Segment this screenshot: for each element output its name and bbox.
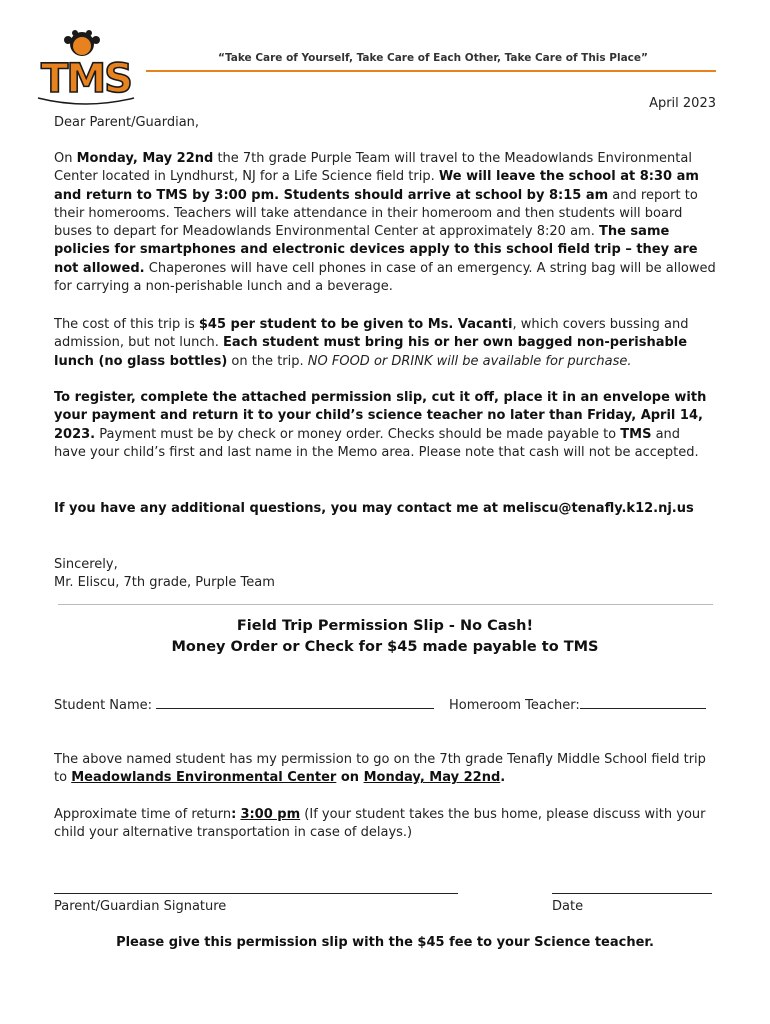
- homeroom-teacher-line[interactable]: [580, 696, 706, 709]
- letter-date: April 2023: [649, 96, 716, 111]
- closing-text: Sincerely,: [54, 557, 118, 572]
- registration-paragraph: To register, complete the attached permission slip, cut it off, place it in an envelope with your payment and return it to your child’s science teacher no later than Friday, April 14, 2023. Payment must be by check or money order. Checks should be made payable to TMS and have your child’s first and last name in the Memo area. Please note that cash will not be accepted.: [54, 390, 707, 460]
- trip-details-paragraph: On Monday, May 22nd the 7th grade Purple Team will travel to the Meadowlands Environmental Center located in Lyndhurst, NJ for a Life Science field trip. We will leave the school at 8:30 am and return to TMS by 3:00 pm. Students should arrive at school by 8:15 am and report to their homerooms. Teachers will take attendance in their homeroom and then students will board buses to depart for Meadowlands Environmental Center at approximately 8:20 am. The same policies for smartphones and electronic devices apply to this school field trip – they are not allowed. Chaperones will have cell phones in case of an emergency. A string bag will be allowed for carrying a non-perishable lunch and a beverage.: [54, 151, 716, 295]
- letter-greeting: Dear Parent/Guardian,: [54, 115, 200, 130]
- cost-paragraph: The cost of this trip is $45 per student to be given to Ms. Vacanti, which covers bussing and admission, but not lunch. Each student must bring his or her own bagged non-perishable lunch (no glass bottles) on the trip. NO FOOD or DRINK will be available for purchase.: [54, 317, 689, 369]
- date-line[interactable]: [552, 893, 712, 894]
- student-name-line[interactable]: [156, 696, 434, 709]
- parent-signature-line[interactable]: [54, 893, 458, 894]
- cut-line: [58, 604, 713, 605]
- student-name-label: Student Name:: [54, 698, 157, 713]
- parent-signature-label: Parent/Guardian Signature: [54, 899, 227, 914]
- final-instruction: Please give this permission slip with the $45 fee to your Science teacher.: [116, 935, 654, 950]
- signature-text: Mr. Eliscu, 7th grade, Purple Team: [54, 575, 275, 591]
- slip-subtitle: Money Order or Check for $45 made payable to TMS: [171, 639, 599, 655]
- contact-paragraph: If you have any additional questions, you may contact me at meliscu@tenafly.k12.nj.us: [54, 501, 694, 516]
- permission-statement: The above named student has my permission to go on the 7th grade Tenafly Middle School field trip to Meadowlands Environmental Center on Monday, May 22nd.: [54, 752, 706, 786]
- homeroom-teacher-label: Homeroom Teacher:: [449, 698, 580, 713]
- student-name-field: [54, 696, 434, 713]
- svg-text:TMS: TMS: [41, 56, 131, 102]
- slip-title: Field Trip Permission Slip - No Cash!: [236, 618, 534, 634]
- header-rule: [146, 70, 716, 72]
- homeroom-teacher-field: [449, 696, 706, 713]
- return-time-statement: Approximate time of return: 3:00 pm (If your student takes the bus home, please discuss with your child your alternative transportation in case of delays.): [54, 807, 706, 841]
- tms-tiger-logo: [30, 30, 142, 106]
- date-label: Date: [552, 899, 584, 914]
- letter-closing: [54, 556, 716, 593]
- school-motto: “Take Care of Yourself, Take Care of Each Other, Take Care of This Place”: [218, 52, 648, 64]
